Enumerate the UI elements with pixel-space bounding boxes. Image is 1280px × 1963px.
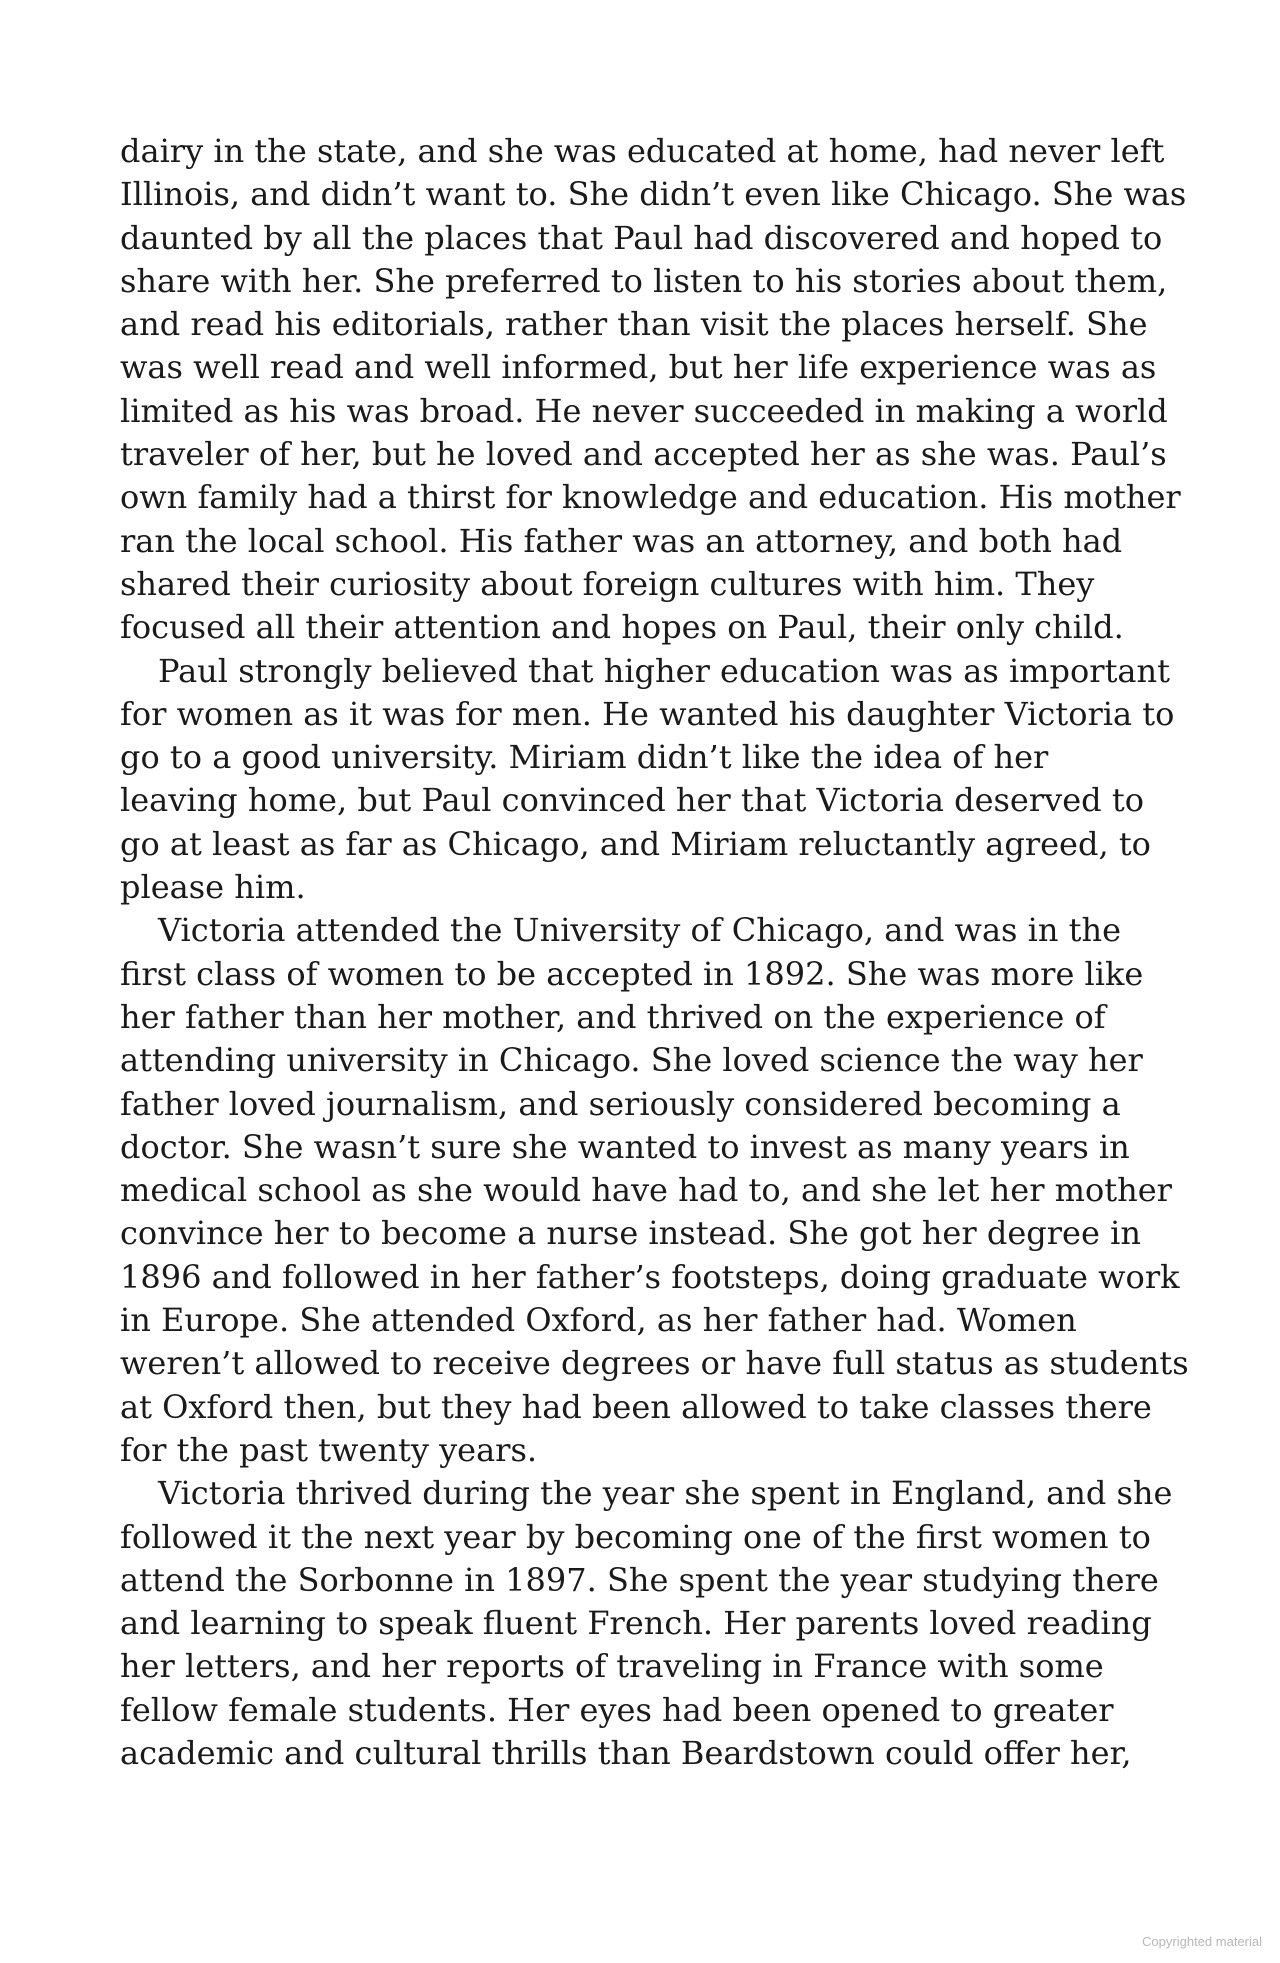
- copyright-watermark: Copyrighted material: [1142, 1934, 1262, 1949]
- book-page-body: [120, 130, 1189, 1775]
- text-line: leaving home, but Paul convinced her that Victoria deserved to: [120, 781, 1144, 820]
- text-line: go at least as far as Chicago, and Miriam reluctantly agreed, to: [120, 824, 1151, 863]
- text-line: dairy in the state, and she was educated at home, had never left: [120, 132, 1165, 170]
- text-line: convince her to become a nurse instead. She got her degree in: [120, 1214, 1141, 1253]
- text-line: academic and cultural thrills than Beardstown could offer her,: [120, 1733, 1132, 1772]
- text-line: attending university in Chicago. She loved science the way her: [120, 1041, 1143, 1080]
- paragraph-3: [120, 909, 1189, 1472]
- text-line: for the past twenty years.: [120, 1430, 538, 1469]
- text-line: followed it the next year by becoming one of the first women to: [120, 1517, 1151, 1556]
- paragraph-2: [120, 650, 1175, 910]
- text-line: ran the local school. His father was an attorney, and both had: [120, 521, 1123, 560]
- text-line: at Oxford then, but they had been allowed to take classes there: [120, 1387, 1152, 1426]
- paragraph-1: [120, 130, 1187, 650]
- text-line: share with her. She preferred to listen to his stories about them,: [120, 261, 1168, 300]
- paragraph-4: [120, 1472, 1173, 1775]
- text-line: for women as it was for men. He wanted his daughter Victoria to: [120, 694, 1175, 733]
- text-line-indented: Victoria attended the University of Chicago, and was in the: [158, 911, 1122, 950]
- text-line: daunted by all the places that Paul had discovered and hoped to: [120, 218, 1163, 257]
- text-line: her letters, and her reports of traveling in France with some: [120, 1647, 1104, 1686]
- text-line: Illinois, and didn’t want to. She didn’t even like Chicago. She was: [120, 175, 1187, 214]
- text-line: please him.: [120, 868, 306, 907]
- text-line: shared their curiosity about foreign cultures with him. They: [120, 564, 1095, 603]
- text-line-indented: Victoria thrived during the year she spent in England, and she: [158, 1474, 1173, 1513]
- text-line: and read his editorials, rather than visit the places herself. She: [120, 305, 1148, 344]
- text-line: limited as his was broad. He never succeeded in making a world: [120, 391, 1168, 430]
- text-line: medical school as she would have had to, and she let her mother: [120, 1171, 1172, 1210]
- text-line: weren’t allowed to receive degrees or have full status as students: [120, 1344, 1189, 1383]
- text-line: attend the Sorbonne in 1897. She spent the year studying there: [120, 1560, 1159, 1599]
- text-line: her father than her mother, and thrived on the experience of: [120, 997, 1106, 1036]
- text-line-indented: Paul strongly believed that higher education was as important: [158, 651, 1170, 690]
- text-line: go to a good university. Miriam didn’t like the idea of her: [120, 738, 1049, 777]
- text-line: and learning to speak fluent French. Her parents loved reading: [120, 1604, 1152, 1643]
- text-line: father loved journalism, and seriously considered becoming a: [120, 1084, 1121, 1123]
- text-line: was well read and well informed, but her life experience was as: [120, 348, 1157, 387]
- text-line: doctor. She wasn’t sure she wanted to invest as many years in: [120, 1127, 1130, 1166]
- text-line: fellow female students. Her eyes had been opened to greater: [120, 1690, 1114, 1729]
- text-line: first class of women to be accepted in 1892. She was more like: [120, 954, 1144, 993]
- text-line: in Europe. She attended Oxford, as her father had. Women: [120, 1301, 1077, 1340]
- text-line: focused all their attention and hopes on Paul, their only child.: [120, 608, 1124, 647]
- text-line: 1896 and followed in her father’s footsteps, doing graduate work: [120, 1257, 1180, 1296]
- text-line: own family had a thirst for knowledge and education. His mother: [120, 478, 1181, 517]
- text-line: traveler of her, but he loved and accepted her as she was. Paul’s: [120, 435, 1167, 474]
